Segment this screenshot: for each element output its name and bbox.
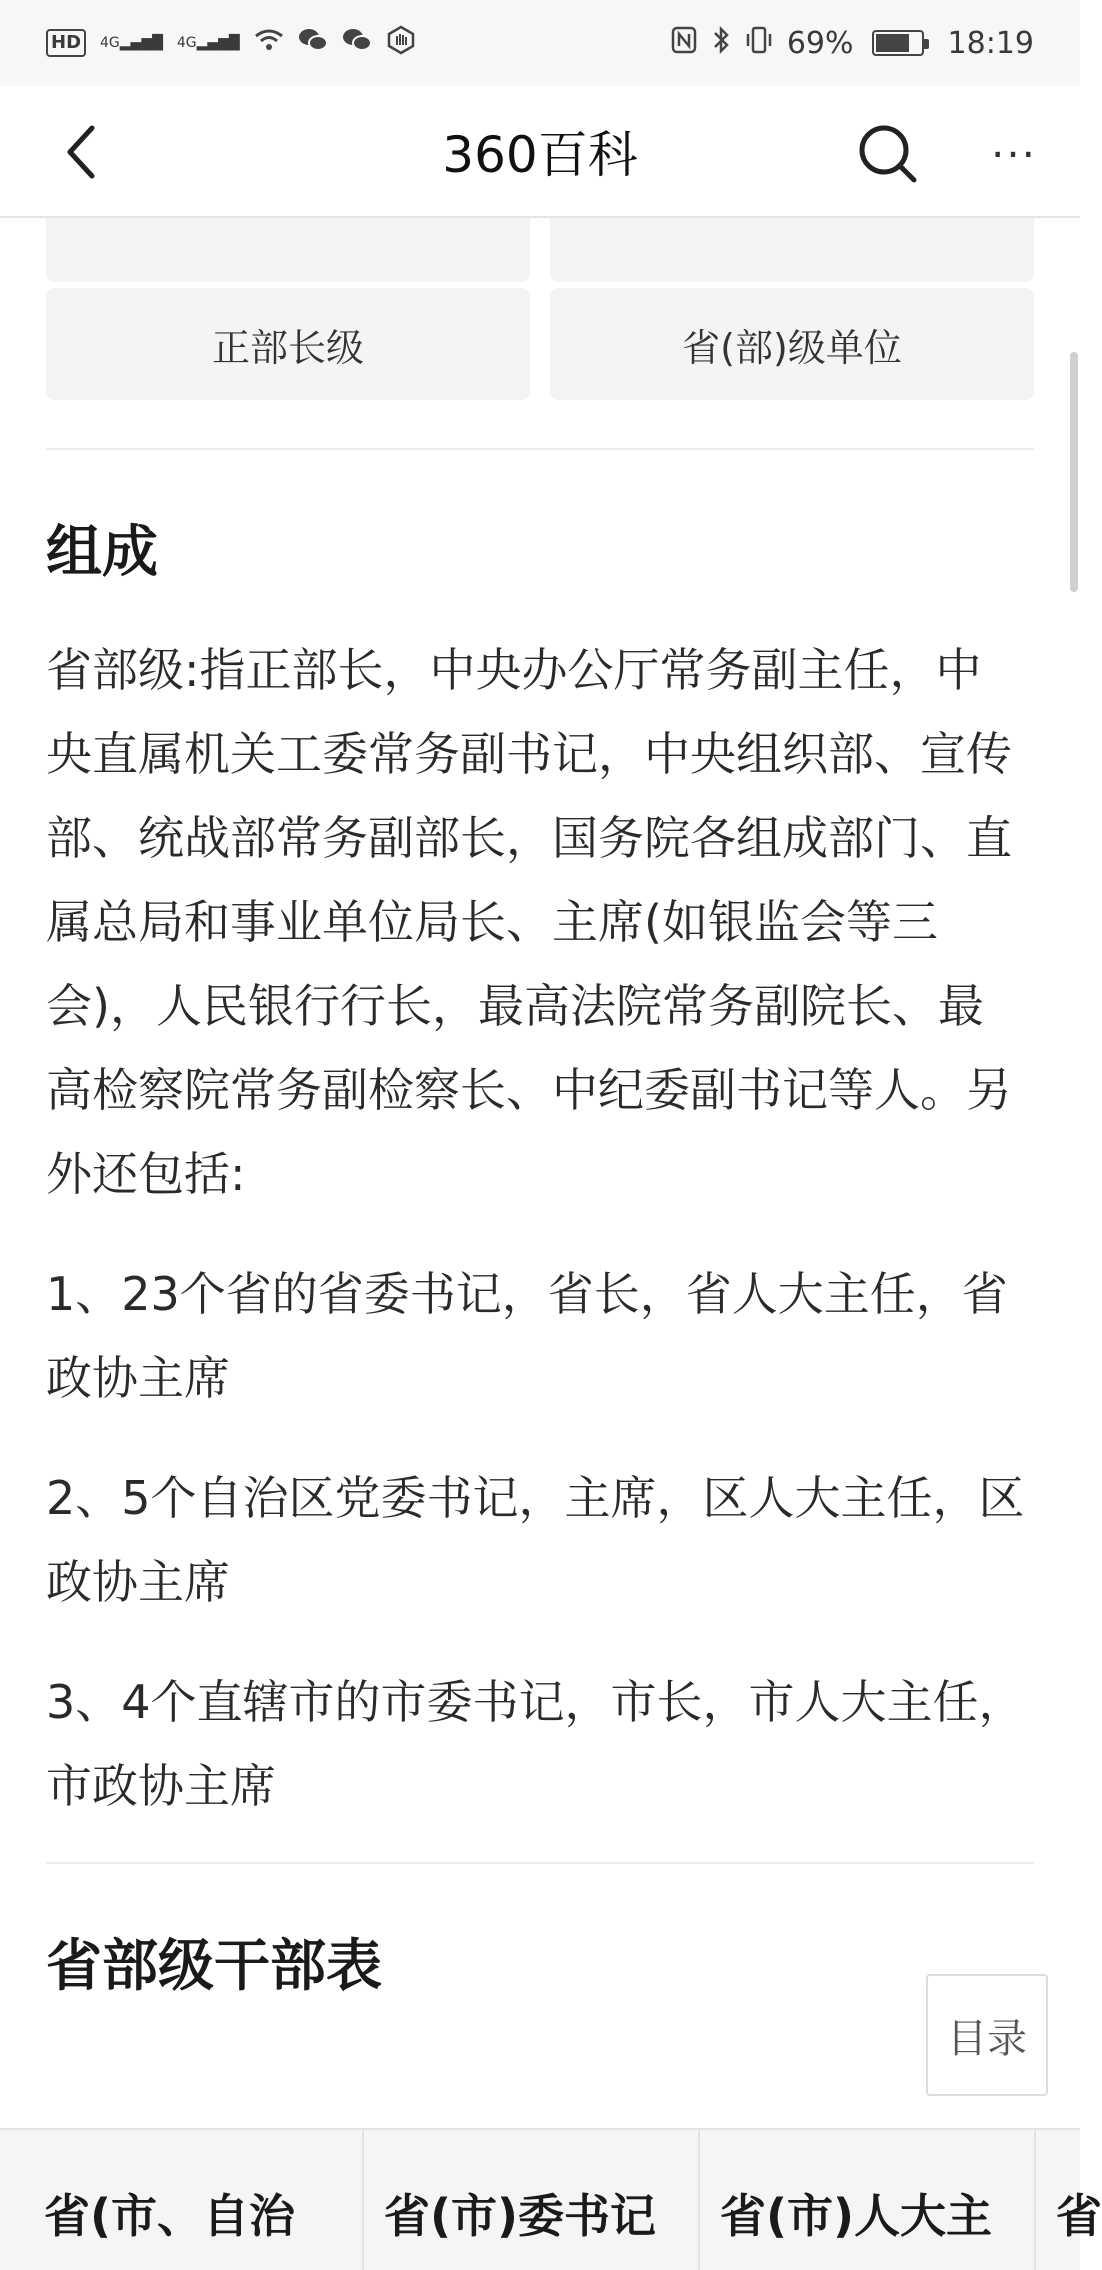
list-item: 2、5个自治区党委书记，主席，区人大主任，区政协主席	[46, 1471, 1025, 1609]
status-bar	[0, 0, 1080, 86]
table-header	[0, 2128, 1102, 2268]
nfc-icon	[671, 26, 697, 61]
page-title: 360百科	[442, 126, 638, 184]
table-header-cell: 省	[1036, 2130, 1080, 2270]
wifi-icon	[254, 28, 284, 59]
hand-icon	[386, 25, 416, 62]
signal-4g-icon: 4G▂▄▆█	[176, 35, 240, 51]
divider	[46, 448, 1034, 450]
chevron-left-icon[interactable]	[54, 124, 110, 180]
status-left	[46, 25, 416, 62]
search-icon[interactable]	[856, 122, 920, 186]
bluetooth-icon	[711, 25, 731, 62]
table-header-cell: 省(市)人大主	[700, 2130, 1036, 2270]
more-icon[interactable]: ···	[990, 129, 1038, 179]
scrollbar[interactable]	[1070, 352, 1078, 592]
paragraph: 省部级:指正部长，中央办公厅常务副主任，中央直属机关工委常务副书记，中央组织部、宣传部、统战部常务副部长，国务院各组成部门、直属总局和事业单位局长、主席(如银监会等三会)，人民银行行长，最高法院常务副院长、最高检察院常务副检察长、中纪委副书记等人。另外还包括:	[46, 643, 1012, 1201]
network-type-label: 4G	[176, 35, 197, 51]
wechat-icon	[342, 27, 372, 60]
network-type-label: 4G	[100, 35, 120, 51]
article-content	[0, 218, 1102, 2244]
list-item: 1、23个省的省委书记，省长，省人大主任，省政协主席	[46, 1267, 1008, 1405]
nav-bar	[0, 86, 1080, 218]
toc-button[interactable]: 目录	[926, 1974, 1048, 2096]
clock: 18:19	[947, 25, 1034, 61]
signal-4g-icon: 4G▂▄▆█	[100, 35, 163, 51]
section-heading: 组成	[46, 520, 158, 585]
wechat-icon	[298, 27, 328, 60]
table-header-cell: 省(市、自治	[0, 2130, 364, 2270]
tag-tile[interactable]: 省(部)级单位	[550, 288, 1034, 400]
divider	[46, 1862, 1034, 1864]
tag-tile[interactable]: 正部长级	[46, 288, 530, 400]
battery-percent: 69%	[786, 25, 854, 61]
vibrate-icon	[745, 25, 773, 62]
hd-icon: HD	[46, 29, 86, 57]
section-heading: 省部级干部表	[46, 1934, 382, 1999]
battery-icon	[872, 30, 924, 56]
status-right	[671, 25, 1034, 62]
table-header-cell: 省(市)委书记	[364, 2130, 700, 2270]
list-item: 3、4个直辖市的市委书记，市长，市人大主任，市政协主席	[46, 1675, 1025, 1813]
